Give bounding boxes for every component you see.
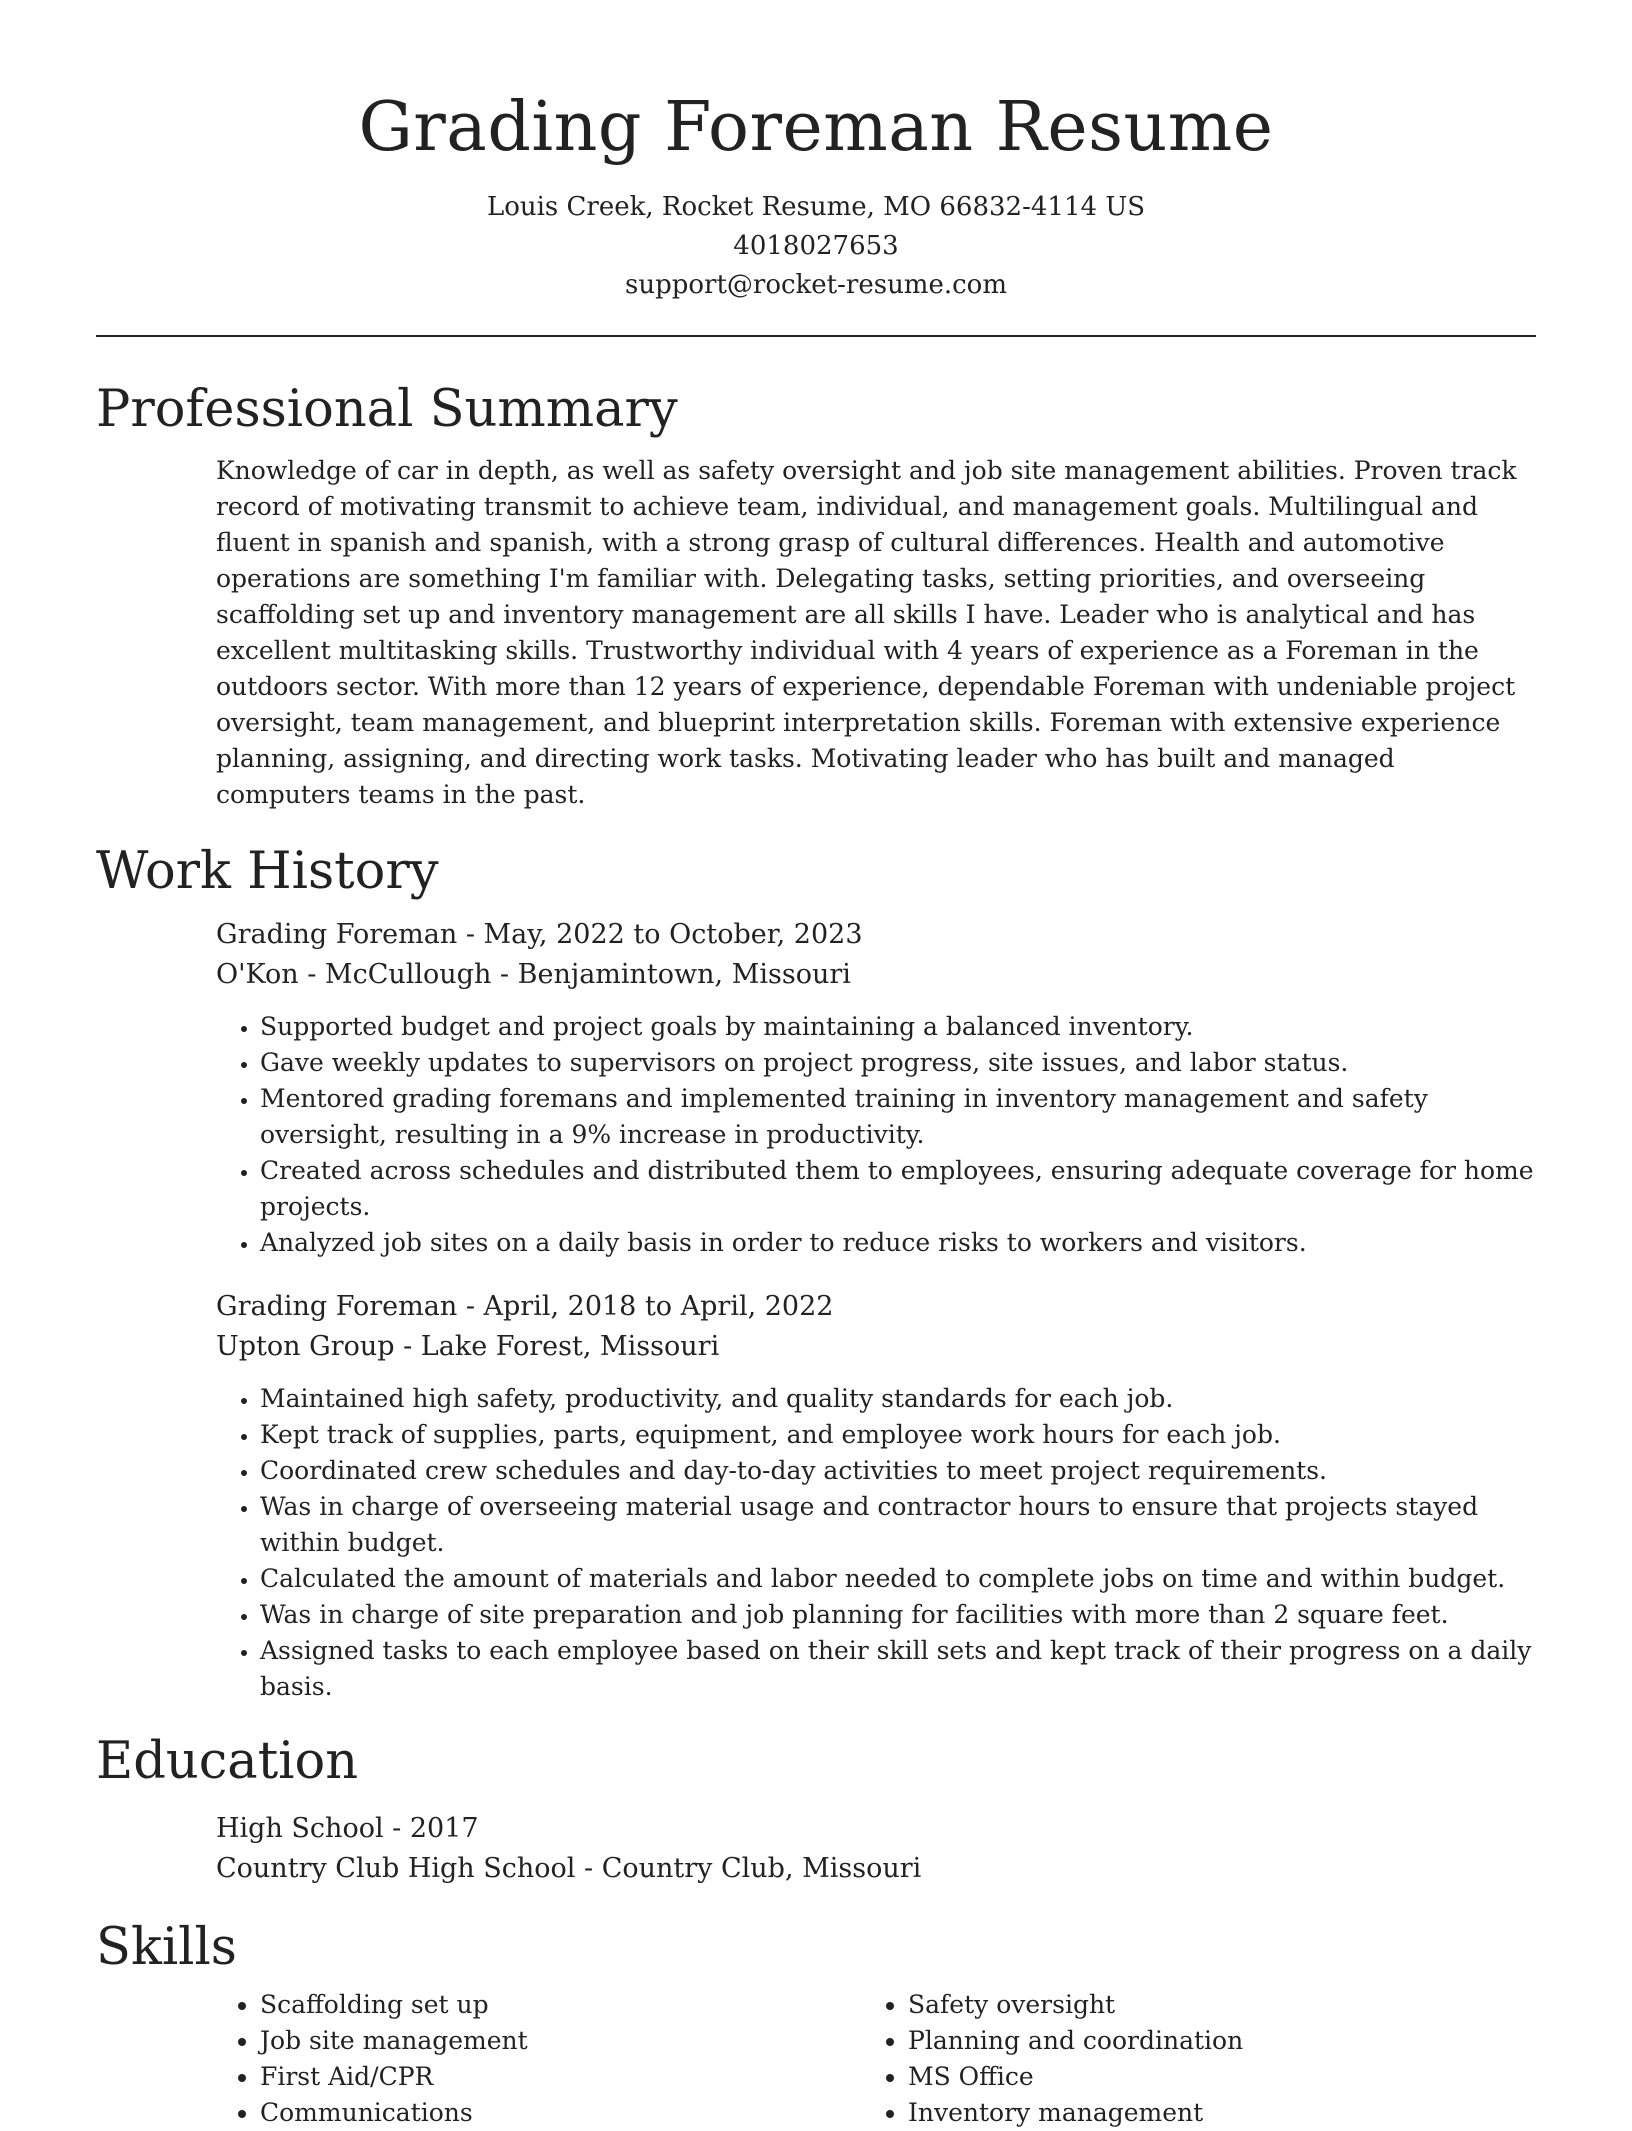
education-degree-line: High School - 2017	[216, 1813, 479, 1844]
contact-email: support@rocket-resume.com	[624, 270, 1007, 300]
education-school-line: Country Club High School - Country Club, Missouri	[216, 1853, 922, 1884]
job-bullet: • Was in charge of overseeing material usage and contractor hours to ensure that projects stayed within budget.	[260, 1489, 1536, 1561]
resume-title: Grading Foreman Resume	[358, 88, 1274, 167]
job-bullet: • Kept track of supplies, parts, equipment, and employee work hours for each job.	[260, 1417, 1536, 1453]
job-bullet: • Gave weekly updates to supervisors on project progress, site issues, and labor status.	[260, 1045, 1536, 1081]
summary-section	[96, 375, 1536, 813]
contact-phone: 4018027653	[733, 231, 899, 261]
contact-address: Louis Creek, Rocket Resume, MO 66832-4114 US	[486, 192, 1146, 222]
skill-item: • Inventory management	[908, 2095, 1512, 2131]
skill-item: • Safety oversight	[908, 1987, 1512, 2023]
skill-item: • Planning and coordination	[908, 2023, 1512, 2059]
job-bullet: • Was in charge of site preparation and job planning for facilities with more than 2 square feet.	[260, 1597, 1536, 1633]
work-history-section	[96, 837, 1536, 1705]
job-entry	[216, 1287, 1536, 1705]
skill-item: • Job site management	[260, 2023, 864, 2059]
education-body	[216, 1809, 1536, 1889]
header-divider	[96, 335, 1536, 337]
job-bullet: • Analyzed job sites on a daily basis in order to reduce risks to workers and visitors.	[260, 1225, 1536, 1261]
skill-item: • First Aid/CPR	[260, 2059, 864, 2095]
job-bullet: • Calculated the amount of materials and labor needed to complete jobs on time and within budget.	[260, 1561, 1536, 1597]
resume-header	[96, 80, 1536, 305]
job-bullets	[216, 1009, 1536, 1261]
job-title-line: Grading Foreman - April, 2018 to April, 2022	[216, 1291, 834, 1322]
skills-section	[96, 1913, 1536, 2131]
contact-block	[96, 188, 1536, 305]
job-bullet: • Assigned tasks to each employee based on their skill sets and kept track of their progress on a daily basis.	[260, 1633, 1536, 1705]
job-bullet: • Maintained high safety, productivity, and quality standards for each job.	[260, 1381, 1536, 1417]
summary-text: Knowledge of car in depth, as well as safety oversight and job site management abilities. Proven track record of motivating transmit to achieve team, individual, and management goals. Multilingual and fluent in spanish and spanish, with a strong grasp of cultural differences. Health and automotive operations are something I'm familiar with. Delegating tasks, setting priorities, and overseeing scaffolding set up and inventory management are all skills I have. Leader who is analytical and has excellent multitasking skills. Trustworthy individual with 4 years of experience as a Foreman in the outdoors sector. With more than 12 years of experience, dependable Foreman with undeniable project oversight, team management, and blueprint interpretation skills. Foreman with extensive experience planning, assigning, and directing work tasks. Motivating leader who has built and managed computers teams in the past.	[216, 456, 1517, 809]
job-bullet: • Created across schedules and distributed them to employees, ensuring adequate coverage for home projects.	[260, 1153, 1536, 1225]
work-history-heading: Work History	[96, 842, 439, 901]
skills-grid	[216, 1987, 1536, 2131]
skill-item: • MS Office	[908, 2059, 1512, 2095]
summary-heading: Professional Summary	[96, 380, 678, 439]
job-company-line: O'Kon - McCullough - Benjamintown, Missouri	[216, 959, 851, 990]
skill-item: • Scaffolding set up	[260, 1987, 864, 2023]
job-bullet: • Supported budget and project goals by maintaining a balanced inventory.	[260, 1009, 1536, 1045]
job-bullet: • Coordinated crew schedules and day-to-day activities to meet project requirements.	[260, 1453, 1536, 1489]
summary-body	[216, 453, 1536, 813]
job-bullet: • Mentored grading foremans and implemented training in inventory management and safety oversight, resulting in a 9% increase in productivity.	[260, 1081, 1536, 1153]
skills-heading: Skills	[96, 1918, 237, 1977]
education-section	[96, 1727, 1536, 1889]
education-heading: Education	[96, 1732, 359, 1791]
job-entry	[216, 915, 1536, 1261]
job-bullets	[216, 1381, 1536, 1705]
skill-item: • Communications	[260, 2095, 864, 2131]
work-history-body	[216, 915, 1536, 1705]
skills-column-left	[216, 1987, 864, 2131]
skills-column-right	[864, 1987, 1512, 2131]
job-title-line: Grading Foreman - May, 2022 to October, 2023	[216, 919, 863, 950]
job-company-line: Upton Group - Lake Forest, Missouri	[216, 1331, 720, 1362]
